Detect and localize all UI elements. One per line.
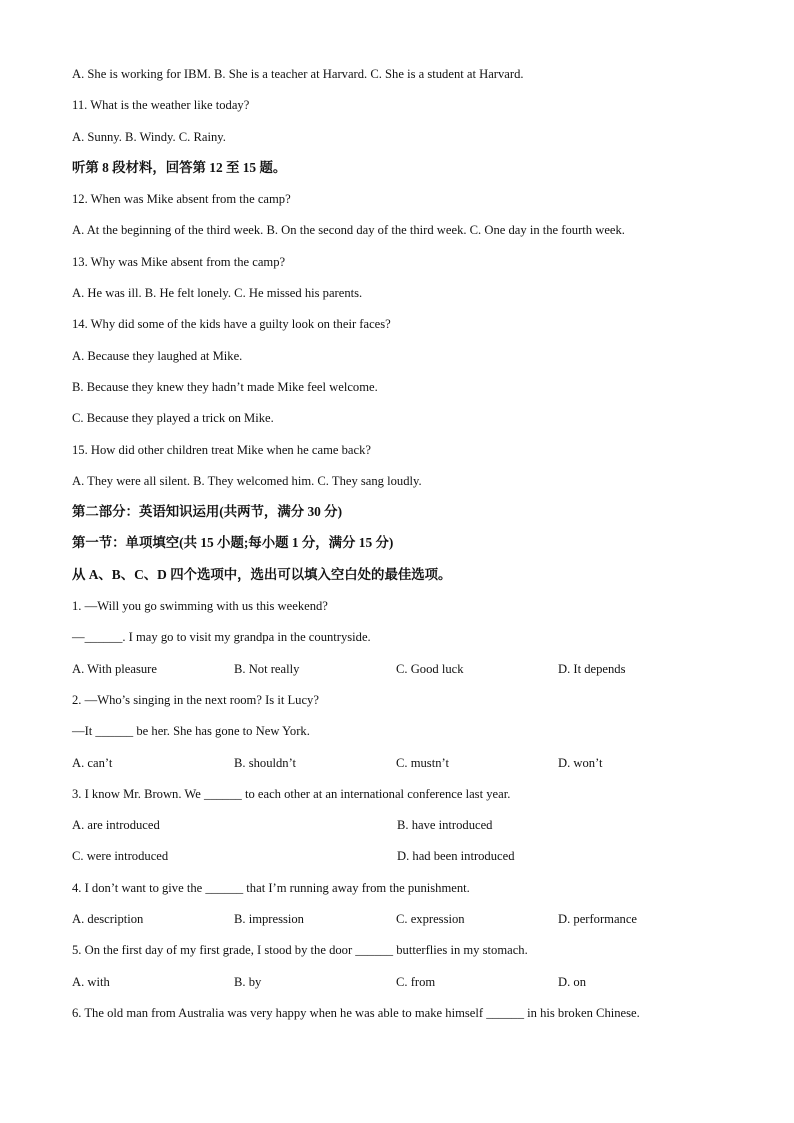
mc5-options bbox=[72, 972, 722, 992]
mc4-options bbox=[72, 909, 722, 929]
option-b: B. have introduced bbox=[397, 818, 493, 833]
q13-options: A. He was ill. B. He felt lonely. C. He missed his parents. bbox=[72, 286, 363, 301]
option-d: D. It depends bbox=[558, 661, 626, 676]
option-d: D. won’t bbox=[558, 755, 603, 770]
mc1-question: 1. —Will you go swimming with us this weekend? bbox=[72, 599, 328, 614]
option-c: C. expression bbox=[396, 912, 465, 927]
q11-question: 11. What is the weather like today? bbox=[72, 98, 250, 113]
mc1-question-cont: —______. I may go to visit my grandpa in the countryside. bbox=[72, 630, 371, 645]
option-a: A. with bbox=[72, 974, 110, 989]
option-c: C. mustn’t bbox=[396, 755, 449, 770]
q12-question: 12. When was Mike absent from the camp? bbox=[72, 192, 291, 207]
mc2-question: 2. —Who’s singing in the next room? Is it Lucy? bbox=[72, 692, 319, 707]
option-b: B. Not really bbox=[234, 661, 300, 676]
q12-options: A. At the beginning of the third week. B. On the second day of the third week. C. One day in the fourth week. bbox=[72, 223, 625, 238]
q14-option-a: A. Because they laughed at Mike. bbox=[72, 348, 243, 363]
mc6-question: 6. The old man from Australia was very happy when he was able to make himself ______ in his broken Chinese. bbox=[72, 1005, 640, 1020]
part-two-heading: 第二部分：英语知识运用(共两节，满分 30 分) bbox=[72, 504, 343, 520]
mc5-question: 5. On the first day of my first grade, I stood by the door ______ butterflies in my stomach. bbox=[72, 943, 528, 958]
mc2-options bbox=[72, 753, 722, 773]
option-a: A. can’t bbox=[72, 755, 113, 770]
option-a: A. description bbox=[72, 912, 144, 927]
mc3-options-row2 bbox=[72, 846, 722, 866]
q14-option-c: C. Because they played a trick on Mike. bbox=[72, 411, 274, 426]
option-b: B. impression bbox=[234, 912, 304, 927]
option-a: A. are introduced bbox=[72, 818, 160, 833]
option-c: C. from bbox=[396, 974, 436, 989]
mc3-question: 3. I know Mr. Brown. We ______ to each other at an international conference last year. bbox=[72, 786, 511, 801]
instructions: 从 A、B、C、D 四个选项中，选出可以填入空白处的最佳选项。 bbox=[72, 566, 452, 582]
option-b: B. shouldn’t bbox=[234, 755, 297, 770]
option-c: C. Good luck bbox=[396, 661, 464, 676]
option-d: D. had been introduced bbox=[397, 849, 515, 864]
section-one-heading: 第一节：单项填空(共 15 小题;每小题 1 分，满分 15 分) bbox=[72, 535, 394, 551]
option-a: A. With pleasure bbox=[72, 661, 157, 676]
q13-question: 13. Why was Mike absent from the camp? bbox=[72, 254, 286, 269]
mc4-question: 4. I don’t want to give the ______ that I’m running away from the punishment. bbox=[72, 880, 470, 895]
option-d: D. on bbox=[558, 974, 586, 989]
mc3-options-row1 bbox=[72, 815, 722, 835]
section-heading-passage-8: 听第 8 段材料，回答第 12 至 15 题。 bbox=[72, 159, 287, 175]
q10-options: A. She is working for IBM. B. She is a teacher at Harvard. C. She is a student at Harvard. bbox=[72, 67, 524, 81]
q15-options: A. They were all silent. B. They welcomed him. C. They sang loudly. bbox=[72, 473, 422, 488]
option-d: D. performance bbox=[558, 912, 638, 927]
q14-question: 14. Why did some of the kids have a guilty look on their faces? bbox=[72, 317, 391, 332]
document-page bbox=[72, 64, 722, 1034]
option-c: C. were introduced bbox=[72, 849, 169, 864]
mc2-question-cont: —It ______ be her. She has gone to New York. bbox=[72, 724, 310, 739]
q14-option-b: B. Because they knew they hadn’t made Mike feel welcome. bbox=[72, 379, 378, 394]
q11-options: A. Sunny. B. Windy. C. Rainy. bbox=[72, 129, 226, 144]
q15-question: 15. How did other children treat Mike when he came back? bbox=[72, 442, 371, 457]
mc1-options bbox=[72, 659, 722, 679]
option-b: B. by bbox=[234, 974, 262, 989]
